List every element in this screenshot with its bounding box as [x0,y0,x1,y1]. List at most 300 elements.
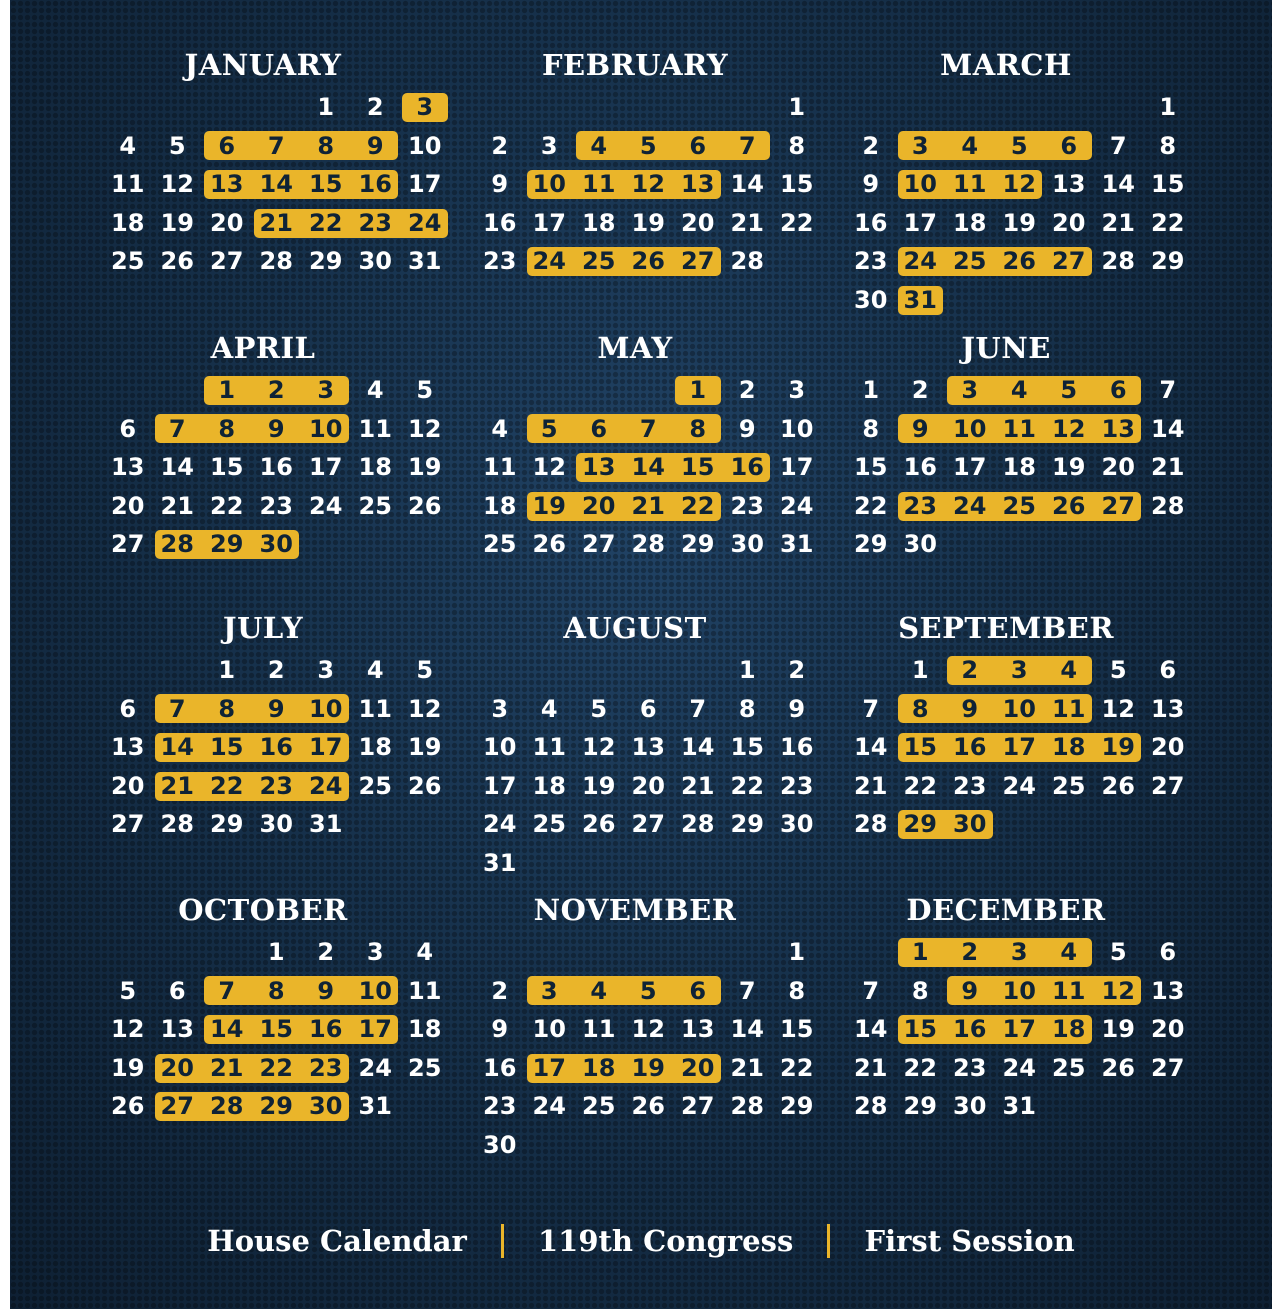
session-day: 13 [210,170,244,199]
calendar-day: 20 [1101,453,1135,482]
session-day: 11 [953,170,987,199]
calendar-day: 19 [160,208,194,237]
session-day: 8 [218,414,236,443]
calendar-day: 22 [210,491,244,520]
calendar-day: 26 [631,1092,665,1121]
calendar-day: 26 [408,491,442,520]
footer-divider [501,1224,504,1258]
calendar-day: 27 [1151,771,1185,800]
session-day: 16 [953,733,987,762]
calendar-day: 14 [160,453,194,482]
session-day: 6 [218,131,236,160]
calendar-day: 12 [111,1015,145,1044]
session-day: 4 [590,131,608,160]
session-day: 1 [911,938,929,966]
calendar-day: 9 [788,694,806,723]
month-title: DECEMBER [906,893,1106,927]
calendar-day: 13 [160,1015,194,1044]
session-day: 1 [689,376,707,404]
calendar-day: 20 [631,771,665,800]
session-day: 27 [1052,247,1086,276]
session-day: 7 [267,131,285,160]
session-day: 2 [961,938,979,966]
session-day: 26 [1052,491,1086,520]
session-day: 17 [309,733,343,762]
calendar-day: 1 [218,656,236,684]
session-day: 13 [582,453,616,482]
session-day: 3 [961,376,979,404]
calendar-day: 20 [111,491,145,520]
session-day: 6 [1109,376,1127,404]
calendar-day: 11 [408,976,442,1005]
session-day: 11 [582,170,616,199]
calendar-day: 5 [168,131,186,160]
calendar-day: 2 [738,376,756,404]
month-title: OCTOBER [178,893,348,927]
calendar-day: 12 [1101,694,1135,723]
session-day: 10 [358,976,392,1005]
calendar-day: 28 [730,1092,764,1121]
calendar-day: 1 [317,93,335,121]
session-day: 17 [1002,1015,1036,1044]
calendar-day: 31 [1002,1092,1036,1121]
session-day: 10 [903,170,937,199]
session-day: 25 [582,247,616,276]
calendar-day: 23 [780,771,814,800]
calendar-day: 18 [358,733,392,762]
session-day: 20 [681,1053,715,1082]
calendar-day: 14 [854,1015,888,1044]
month-title: MAY [597,331,673,365]
calendar-day: 17 [408,170,442,199]
session-day: 9 [961,976,979,1005]
calendar-day: 28 [160,810,194,839]
calendar-day: 18 [953,208,987,237]
calendar-day: 25 [408,1053,442,1082]
calendar-day: 24 [358,1053,392,1082]
calendar-day: 4 [540,694,558,723]
calendar-day: 23 [483,247,517,276]
calendar-day: 20 [1151,1015,1185,1044]
calendar-day: 12 [408,694,442,723]
month-title: SEPTEMBER [898,611,1114,645]
footer-divider [827,1224,830,1258]
calendar-day: 17 [309,453,343,482]
session-day: 1 [218,376,236,404]
calendar-day: 15 [210,453,244,482]
calendar-day: 2 [911,376,929,404]
calendar-day: 23 [730,491,764,520]
calendar-day: 28 [730,247,764,276]
calendar-day: 21 [854,1053,888,1082]
calendar-day: 22 [730,771,764,800]
calendar-day: 27 [681,1092,715,1121]
session-day: 18 [1052,1015,1086,1044]
calendar-day: 2 [267,656,285,684]
calendar-day: 8 [911,976,929,1005]
calendar-day: 25 [1052,1053,1086,1082]
calendar-day: 3 [540,131,558,160]
calendar-day: 25 [532,810,566,839]
calendar-day: 31 [358,1092,392,1121]
calendar-day: 1 [788,93,806,121]
calendar-day: 2 [788,656,806,684]
session-day: 3 [911,131,929,160]
calendar-day: 11 [111,170,145,199]
session-day: 27 [681,247,715,276]
session-day: 27 [160,1092,194,1121]
calendar-day: 7 [689,694,707,723]
session-day: 6 [590,414,608,443]
month-title: APRIL [210,331,316,365]
calendar-day: 19 [631,208,665,237]
calendar-day: 2 [491,131,509,160]
calendar-day: 29 [210,810,244,839]
session-day: 16 [358,170,392,199]
calendar-day: 18 [582,208,616,237]
calendar-day: 20 [1151,733,1185,762]
session-day: 23 [309,1053,343,1082]
session-day: 15 [903,1015,937,1044]
calendar-day: 23 [953,1053,987,1082]
session-day: 12 [1052,414,1086,443]
session-day: 30 [953,810,987,839]
session-day: 22 [681,491,715,520]
calendar-day: 4 [366,656,384,684]
calendar-day: 24 [483,810,517,839]
session-day: 18 [582,1053,616,1082]
session-day: 4 [590,976,608,1005]
calendar-day: 3 [366,938,384,966]
session-day: 22 [259,1053,293,1082]
calendar-day: 31 [780,530,814,559]
calendar-day: 16 [780,733,814,762]
session-day: 24 [532,247,566,276]
session-day: 24 [953,491,987,520]
calendar-day: 26 [111,1092,145,1121]
session-day: 5 [1010,131,1028,160]
calendar-day: 13 [1151,694,1185,723]
session-day: 4 [961,131,979,160]
calendar-day: 17 [483,771,517,800]
calendar-day: 12 [532,453,566,482]
session-day: 15 [210,733,244,762]
session-day: 8 [689,414,707,443]
calendar-day: 22 [780,208,814,237]
session-day: 29 [210,530,244,559]
session-day: 4 [1010,376,1028,404]
session-day: 16 [953,1015,987,1044]
calendar-day: 20 [111,771,145,800]
calendar-day: 27 [111,530,145,559]
calendar-day: 29 [730,810,764,839]
calendar-day: 6 [639,694,657,723]
calendar-day: 18 [483,491,517,520]
calendar-day: 29 [854,530,888,559]
session-day: 9 [267,414,285,443]
calendar-day: 9 [862,170,880,199]
session-day: 19 [532,491,566,520]
calendar-day: 30 [358,247,392,276]
session-day: 22 [309,208,343,237]
calendar-day: 11 [532,733,566,762]
calendar-day: 4 [119,131,137,160]
calendar-day: 6 [168,976,186,1005]
session-day: 9 [911,414,929,443]
calendar-day: 5 [416,376,434,404]
session-day: 15 [309,170,343,199]
calendar-day: 23 [953,771,987,800]
session-day: 9 [267,694,285,723]
calendar-day: 28 [1151,491,1185,520]
session-day: 28 [210,1092,244,1121]
session-day: 4 [1060,938,1078,966]
session-day: 8 [317,131,335,160]
session-day: 10 [953,414,987,443]
calendar-day: 13 [111,453,145,482]
session-day: 4 [1060,656,1078,684]
calendar-day: 4 [491,414,509,443]
calendar-day: 11 [483,453,517,482]
calendar-day: 30 [854,286,888,314]
calendar-day: 25 [483,530,517,559]
session-day: 10 [309,694,343,723]
calendar-day: 9 [738,414,756,443]
month-title: MARCH [940,48,1072,82]
session-day: 7 [218,976,236,1005]
calendar-day: 13 [681,1015,715,1044]
calendar-day: 24 [1002,771,1036,800]
session-day: 26 [631,247,665,276]
calendar-day: 1 [267,938,285,966]
footer-session: First Session [864,1224,1075,1258]
calendar-day: 11 [582,1015,616,1044]
calendar-day: 6 [119,414,137,443]
calendar-day: 12 [582,733,616,762]
session-day: 12 [1101,976,1135,1005]
session-day: 19 [1101,733,1135,762]
session-day: 15 [681,453,715,482]
session-day: 2 [961,656,979,684]
calendar-day: 30 [259,810,293,839]
calendar-day: 21 [730,208,764,237]
calendar-day: 17 [532,208,566,237]
calendar-day: 29 [309,247,343,276]
calendar-day: 13 [1151,976,1185,1005]
calendar-day: 10 [780,414,814,443]
calendar-day: 4 [366,376,384,404]
calendar-day: 8 [862,414,880,443]
calendar-day: 30 [780,810,814,839]
calendar-day: 3 [317,656,335,684]
calendar-day: 16 [259,453,293,482]
calendar-day: 27 [582,530,616,559]
calendar-day: 24 [532,1092,566,1121]
session-day: 18 [1052,733,1086,762]
calendar-day: 1 [1159,93,1177,121]
calendar-day: 21 [1151,453,1185,482]
session-day: 21 [210,1053,244,1082]
calendar-day: 19 [408,733,442,762]
calendar-day: 15 [854,453,888,482]
calendar-day: 18 [111,208,145,237]
calendar-day: 18 [408,1015,442,1044]
calendar-day: 5 [416,656,434,684]
calendar-day: 22 [854,491,888,520]
session-day: 3 [1010,656,1028,684]
calendar-day: 22 [780,1053,814,1082]
session-day: 25 [1002,491,1036,520]
session-day: 10 [1002,976,1036,1005]
calendar-day: 15 [780,1015,814,1044]
session-day: 11 [1002,414,1036,443]
session-day: 24 [903,247,937,276]
calendar-day: 3 [788,376,806,404]
calendar-day: 12 [408,414,442,443]
calendar-day: 19 [1002,208,1036,237]
session-day: 9 [961,694,979,723]
calendar-day: 10 [532,1015,566,1044]
session-day: 7 [639,414,657,443]
session-day: 7 [738,131,756,160]
calendar-day: 27 [1151,1053,1185,1082]
calendar-day: 23 [854,247,888,276]
calendar-day: 3 [491,694,509,723]
session-day: 2 [267,376,285,404]
session-day: 3 [416,93,434,121]
month-title: JULY [222,611,304,645]
session-day: 17 [1002,733,1036,762]
session-day: 3 [1010,938,1028,966]
session-day: 5 [1060,376,1078,404]
session-day: 17 [358,1015,392,1044]
session-day: 21 [160,771,194,800]
session-day: 6 [689,976,707,1005]
calendar-day: 14 [681,733,715,762]
calendar-day: 2 [366,93,384,121]
calendar-day: 12 [160,170,194,199]
calendar-day: 15 [1151,170,1185,199]
calendar-day: 2 [491,976,509,1005]
session-day: 15 [903,733,937,762]
month-title: NOVEMBER [533,893,737,927]
calendar-day: 17 [903,208,937,237]
calendar-day: 28 [854,1092,888,1121]
calendar-day: 28 [1101,247,1135,276]
calendar-day: 7 [738,976,756,1005]
calendar-day: 13 [111,733,145,762]
calendar-day: 7 [1109,131,1127,160]
session-day: 8 [218,694,236,723]
calendar-day: 8 [788,976,806,1005]
calendar-day: 27 [631,810,665,839]
session-day: 9 [317,976,335,1005]
month-title: JANUARY [184,48,342,82]
calendar-day: 21 [730,1053,764,1082]
calendar-day: 26 [160,247,194,276]
session-day: 10 [532,170,566,199]
calendar-day: 25 [358,771,392,800]
session-day: 16 [309,1015,343,1044]
calendar-day: 24 [1002,1053,1036,1082]
session-day: 17 [532,1053,566,1082]
session-day: 30 [309,1092,343,1121]
calendar-day: 6 [119,694,137,723]
session-day: 25 [953,247,987,276]
calendar-day: 28 [854,810,888,839]
session-day: 14 [631,453,665,482]
calendar-day: 6 [1159,656,1177,684]
calendar-day: 1 [862,376,880,404]
calendar-day: 8 [738,694,756,723]
calendar-day: 16 [854,208,888,237]
session-day: 21 [631,491,665,520]
session-day: 24 [309,771,343,800]
session-day: 11 [1052,976,1086,1005]
calendar-day: 16 [483,1053,517,1082]
session-day: 9 [366,131,384,160]
calendar-day: 13 [631,733,665,762]
calendar-day: 29 [903,1092,937,1121]
calendar-day: 29 [681,530,715,559]
calendar-day: 1 [911,656,929,684]
calendar-day: 10 [408,131,442,160]
calendar-day: 30 [903,530,937,559]
calendar-day: 26 [532,530,566,559]
session-day: 5 [540,414,558,443]
calendar-day: 14 [730,1015,764,1044]
footer-congress: 119th Congress [538,1224,794,1258]
calendar-day: 15 [730,733,764,762]
session-day: 23 [358,208,392,237]
session-day: 7 [168,694,186,723]
session-day: 8 [911,694,929,723]
month-title: FEBRUARY [541,48,729,82]
calendar-day: 14 [1151,414,1185,443]
session-day: 12 [1002,170,1036,199]
session-day: 12 [631,170,665,199]
calendar-day: 21 [160,491,194,520]
calendar-day: 5 [119,976,137,1005]
session-day: 11 [1052,694,1086,723]
calendar-day: 14 [1101,170,1135,199]
calendar-day: 22 [903,1053,937,1082]
calendar-poster [10,0,1272,1309]
calendar-day: 12 [631,1015,665,1044]
calendar-day: 21 [1101,208,1135,237]
calendar-day: 5 [1109,938,1127,966]
session-day: 6 [1060,131,1078,160]
calendar-day: 7 [1159,376,1177,404]
calendar-day: 8 [788,131,806,160]
calendar-day: 5 [590,694,608,723]
calendar-day: 9 [491,170,509,199]
calendar-day: 20 [210,208,244,237]
session-day: 10 [309,414,343,443]
calendar-day: 23 [483,1092,517,1121]
calendar-day: 25 [111,247,145,276]
session-day: 29 [259,1092,293,1121]
session-day: 16 [730,453,764,482]
calendar-day: 30 [730,530,764,559]
session-day: 14 [210,1015,244,1044]
calendar-day: 26 [1101,771,1135,800]
footer-house-calendar: House Calendar [207,1224,467,1258]
calendar-day: 25 [1052,771,1086,800]
session-day: 3 [317,376,335,404]
calendar-day: 2 [862,131,880,160]
calendar-day: 10 [483,733,517,762]
